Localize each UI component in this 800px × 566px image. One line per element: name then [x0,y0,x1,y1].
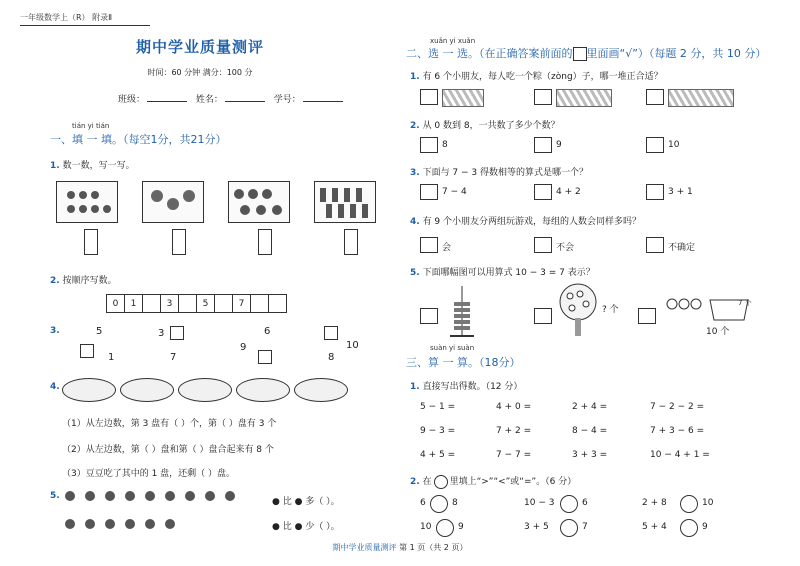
q5-compare2: ● 比 ● 少（ ）。 [272,522,340,532]
pic-label: ? 个 [602,305,619,315]
number-sequence [106,294,286,313]
zongzi-pile-icon [556,89,612,107]
pic-label: 7 个 [738,299,752,307]
option-text: 8 [442,140,448,150]
calc-item: 7 + 2 = [496,426,532,436]
seq-cell[interactable] [268,294,287,313]
option-box[interactable] [646,137,664,153]
option-text: 不会 [556,243,575,253]
compare-circle[interactable] [560,519,578,537]
q5-compare1: ● 比 ● 多（ ）。 [272,497,340,507]
option-box[interactable] [420,237,438,253]
q5-label: 5. [50,491,60,501]
plate [62,378,116,402]
pair-top: 3 [158,328,165,339]
compare-circle[interactable] [430,495,448,513]
compare-right: 10 [702,498,714,508]
compare-right: 6 [582,498,588,508]
plates-row [62,378,372,406]
c2-label: 2. 在 里填上“>”“<”或“=”。（6 分） [410,474,576,489]
pic-label: 10 个 [706,327,730,337]
compare-circle[interactable] [680,495,698,513]
q4-line1: （1）从左边数，第 3 盘有（ ）个，第（ ）盘有 3 个 [62,419,277,429]
calc-item: 7 − 2 − 2 = [650,402,705,412]
page-footer: 期中学业质量测评 第 1 页（共 2 页） [332,543,468,552]
q3-decompose [78,326,378,366]
s1-pinyin: tián yi tián [72,122,110,130]
calc-item: 4 + 5 = [420,450,456,460]
pair-side: 9 [240,342,247,353]
pair-top: 6 [264,326,271,337]
s3-pinyin: suàn yi suàn [430,344,475,352]
option-text: 10 [668,140,680,150]
q4-line2: （2）从左边数，第（ ）盘和第（ ）盘合起来有 8 个 [62,445,274,455]
seq-cell: 0 [106,294,125,313]
compare-left: 2 + 8 [642,498,667,508]
c1-label: 1. 直接写出得数。（12 分） [410,382,523,392]
section1-title: 一、填 一 填。（每空1分，共21分） [50,133,227,146]
pair-top: 5 [96,326,103,337]
option-box[interactable] [646,237,664,253]
calc-item: 10 − 4 + 1 = [650,450,710,460]
plate [236,378,290,402]
option-box[interactable] [534,137,552,153]
option-box[interactable] [420,137,438,153]
seq-cell: 1 [124,294,143,313]
compare-left: 10 [420,522,432,532]
compare-left: 3 + 5 [524,522,549,532]
option-box[interactable] [420,184,438,200]
seq-cell[interactable] [142,294,161,313]
answer-box[interactable] [258,229,272,255]
seq-cell: 3 [160,294,179,313]
answer-box[interactable] [170,326,184,340]
section3-title: 三、算 一 算。（18分） [406,356,521,369]
mc5-options [420,282,770,340]
compare-circle[interactable] [680,519,698,537]
option-box[interactable] [534,89,552,105]
pair-side: 1 [108,352,115,363]
q1-label: 1. 数一数，写一写。 [50,161,135,171]
answer-box[interactable] [80,344,94,358]
mc2-label: 2. 从 0 数到 8，一共数了多少个数？ [410,121,560,131]
apple-tree-icon [556,282,600,338]
option-text: 9 [556,140,562,150]
plate [178,378,232,402]
picture-box [228,181,290,223]
compare-right: 8 [452,498,458,508]
zongzi-pile-icon [442,89,484,107]
calc-item: 9 − 3 = [420,426,456,436]
seq-cell: 7 [232,294,251,313]
option-text: 不确定 [668,243,696,253]
page-title: 期中学业质量测评 [135,38,264,56]
compare-circle[interactable] [436,519,454,537]
option-box[interactable] [534,184,552,200]
plate [120,378,174,402]
compare-right: 9 [702,522,708,532]
compare-circle[interactable] [560,495,578,513]
option-box[interactable] [420,89,438,105]
picture-box [56,181,118,223]
seq-cell[interactable] [178,294,197,313]
mc4-label: 4. 有 9 个小朋友分两组玩游戏，每组的人数会同样多吗？ [410,217,642,227]
pair-bottom: 8 [328,352,335,363]
compare-left: 10 − 3 [524,498,555,508]
option-text: 4 + 2 [556,187,581,197]
option-box[interactable] [646,89,664,105]
plate [294,378,348,402]
zongzi-pile-icon [668,89,734,107]
abacus-icon [446,282,478,338]
calc-item: 3 + 3 = [572,450,608,460]
compare-right: 7 [582,522,588,532]
pair-side: 10 [346,340,359,351]
compare-left: 5 + 4 [642,522,667,532]
s2-pinyin: xuǎn yi xuǎn [430,37,476,45]
option-text: 7 − 4 [442,187,467,197]
calc-item: 5 − 1 = [420,402,456,412]
q3-label: 3. [50,326,60,336]
calc-item: 2 + 4 = [572,402,608,412]
option-box[interactable] [638,308,656,324]
exam-meta: 时间：60 分钟 满分：100 分 [147,68,253,77]
seq-cell[interactable] [214,294,233,313]
mc3-label: 3. 下面与 7 − 3 得数相等的算式是哪一个？ [410,168,588,178]
compare-right: 9 [458,522,464,532]
q1-pictures [56,181,356,223]
calc-item: 7 + 3 − 6 = [650,426,705,436]
calc-item: 4 + 0 = [496,402,532,412]
answer-box[interactable] [172,229,186,255]
calc-item: 8 − 4 = [572,426,608,436]
picture-box [314,181,376,223]
answer-box[interactable] [258,350,272,364]
seq-cell[interactable] [250,294,269,313]
section2-title: 二、选 一 选。（在正确答案前面的 里面画“√”）（每题 2 分，共 10 分） [406,47,767,60]
answer-box[interactable] [344,229,358,255]
q2-label: 2. 按顺序写数。 [50,276,117,286]
option-box[interactable] [534,237,552,253]
mc1-label: 1. 有 6 个小朋友，每人吃一个粽（zòng）子，哪一堆正合适？ [410,72,663,82]
q5-pictures [62,488,242,536]
q4-line3: （3）豆豆吃了其中的 1 盘，还剩（ ）盘。 [62,469,236,479]
student-info: 班级： 姓名： 学号： [118,92,349,105]
option-text: 3 + 1 [668,187,693,197]
option-box[interactable] [646,184,664,200]
header-tag: 一年级数学上（R） 附录Ⅱ [20,12,150,26]
option-box[interactable] [534,308,552,324]
answer-box[interactable] [324,326,338,340]
compare-left: 6 [420,498,426,508]
pair-side: 7 [170,352,177,363]
calc-item: 7 − 7 = [496,450,532,460]
seq-cell: 5 [196,294,215,313]
mc5-label: 5. 下面哪幅图可以用算式 10 − 3 = 7 表示？ [410,268,595,278]
option-box[interactable] [420,308,438,324]
picture-box [142,181,204,223]
option-text: 会 [442,243,452,253]
answer-box[interactable] [84,229,98,255]
q4-label: 4. [50,382,60,392]
